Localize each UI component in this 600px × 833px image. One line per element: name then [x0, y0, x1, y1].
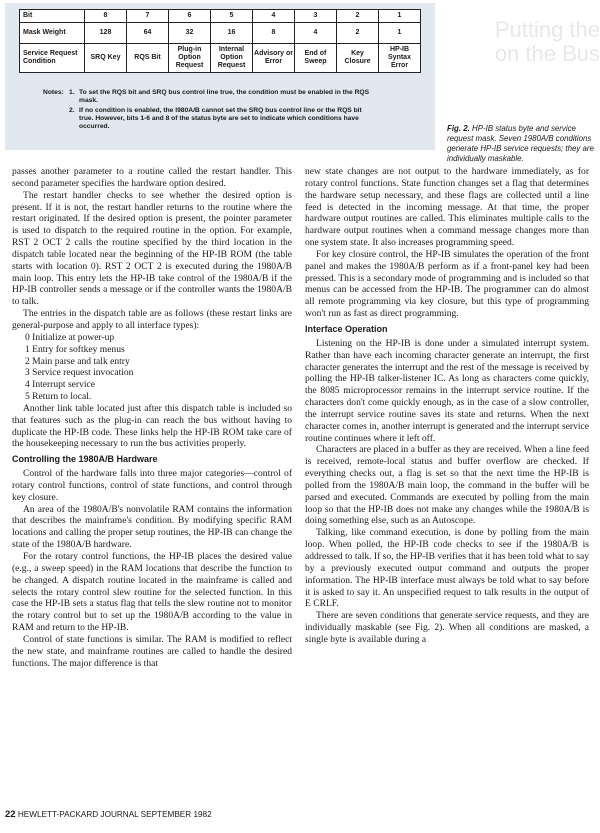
note-item: [43, 107, 373, 131]
paragraph: Control of state functions is similar. The RAM is modified to reflect the new state, and mainframe routines are called to handle the desired functions. The major difference is that: [12, 633, 292, 669]
list-item: 4 Interrupt service: [25, 379, 95, 391]
list-item: 0 Initialize at power-up: [25, 331, 115, 343]
note-number: 2.: [69, 107, 75, 114]
list-item: 5 Return to local.: [25, 391, 92, 403]
paragraph: There are seven conditions that generate service requests, and they are individually maskable (see Fig. 2). When all conditions are masked, a single byte is available during a: [305, 610, 589, 645]
paragraph: An area of the 1980A/B's nonvolatile RAM contains the information that describes the mainframe's condition. By modifying specific RAM locations and calling the proper setup routines, the HP-IB can change the state of the 1980A/B hardware.: [12, 503, 292, 551]
list-item: 1 Entry for softkey menus: [25, 343, 125, 355]
weight-cell: 32: [169, 23, 211, 44]
weight-cell: 2: [337, 23, 379, 44]
bit-cell: 7: [127, 10, 169, 23]
paragraph: For the rotary control functions, the HP-IB places the desired value (e.g., a sweep speed) in the RAM locations that describe the function to be changed. A dispatch routine located in the mainframe is called and selects the rotary control slew routine for the selected function. In this case the HP-IB sets a status flag that tells the slew routine not to monitor the rotary control but to set up the 1980A/B according to the value in RAM and return to the HP-IB.: [12, 551, 292, 634]
page-footer: [5, 809, 212, 820]
paragraph: Control of the hardware falls into three major categories—control of rotary control functions, control of state functions, and control through key closure.: [12, 468, 292, 503]
paragraph: Characters are placed in a buffer as they are received. When a line feed is received, remote-local status and buffer overflow are checked. If everything checks out, a flag is set so that the next time the HP-IB is polled from the 1980A/B main loop, the command in the buffer will be parsed and executed. Commands are executed by polling from the main loop so that the HP-IB does not make any changes while the 1980A/B is doing something else, such as an Autoscope.: [305, 444, 589, 527]
figure-caption: [447, 124, 595, 164]
condition-cell: Internal Option Request: [211, 44, 253, 73]
table-row: [20, 10, 421, 23]
condition-cell: Key Closure: [337, 44, 379, 73]
table-notes: [43, 89, 373, 133]
weight-cell: 1: [379, 23, 421, 44]
paragraph: The entries in the dispatch table are as follows (these restart links are general-purpose and apply to all interface types):: [12, 308, 292, 331]
dispatch-list: [12, 332, 292, 403]
bleed-line-2: on the Bus: [494, 41, 600, 66]
list-item: 2 Main parse and talk entry: [25, 355, 130, 367]
section-heading: Controlling the 1980A/B Hardware: [12, 454, 158, 465]
condition-cell: SRQ Key: [85, 44, 127, 73]
bleed-line-1: Putting the: [494, 18, 600, 42]
section-heading: Interface Operation: [305, 323, 388, 334]
paragraph: For key closure control, the HP-IB simulates the operation of the front panel and makes the 1980A/B perform as if a front-panel key had been pressed. This is a secondary mode of programming and is included so that menus can be accessed from the HP-IB. The programmer can do almost all remote programming via key closure, but this type of programming won't run as fast as direct programming.: [305, 248, 589, 320]
figure-2-box: [5, 3, 435, 150]
weight-cell: 4: [295, 23, 337, 44]
journal-name: HEWLETT-PACKARD JOURNAL SEPTEMBER 1982: [15, 810, 212, 819]
notes-label: Notes:: [43, 89, 64, 96]
bit-cell: 3: [295, 10, 337, 23]
bit-cell: 1: [379, 10, 421, 23]
paragraph: The restart handler checks to see whether the desired option is present. If it is not, the restart handler returns to the routine where the restart originated. If the desired option is present, the pointer parameter is used to dispatch to the required routine in the option. For example, RST 2 OCT 2 calls the routine specified by the third location in the dispatch table located near the beginning of the HP-IB ROM (the table starts with location 0). RST 2 OCT 2 is executed during the 1980A/B main loop. This entry lets the HP-IB take control of the 1980A/B if the HP-IB controller sends a message or if the controller wants the 1980A/B to talk.: [12, 189, 292, 308]
note-text: If no condition is enabled, the I980A/B cannot set the SRQ bus control line or the RQS bit true. However, bits 1-6 and 8 of the status byte are set to indicate which conditions have occurred.: [79, 107, 362, 130]
condition-cell: RQS Bit: [127, 44, 169, 73]
right-column: [305, 166, 589, 646]
paragraph: passes another parameter to a routine called the restart handler. This second parameter specifies the hardware option desired.: [12, 166, 292, 189]
paragraph: new state changes are not output to the hardware immediately, as for rotary control functions. State function changes set a flag that determines the hardware setup necessary, and these flags are collected until a line feed is detected in the incoming message. At that time, the proper hardware output routines are called. This eliminates multiple calls to the hardware output routines when a command message changes more than one system state. It also increases programming speed.: [305, 166, 589, 249]
note-item: [43, 89, 373, 105]
table-row: [20, 23, 421, 44]
caption-text: HP-IB status byte and service request mask. Seven 1980A/B conditions generate HP-IB service requests; they are individually maskable.: [447, 124, 594, 163]
bleed-through-title: [450, 18, 600, 70]
left-column: [12, 166, 292, 669]
condition-cell: End of Sweep: [295, 44, 337, 73]
paragraph: Another link table located just after this dispatch table is included so that features such as the plug-in can reach the bus without having to duplicate the HP-IB code. These links help the HP-IB ROM take care of the housekeeping necessary to run the bus activities properly.: [12, 402, 292, 450]
paragraph: Listening on the HP-IB is done under a simulated interrupt system. Rather than have each incoming character generate an interrupt, the first character generates the interrupt and the rest of the message is received by polling the HP-IB talker-listener IC. As long as characters come quickly, the 8085 microprocessor remains in the interrupt service routine. If the characters don't come quickly enough, as in the case of a slow controller, the interrupt service routine saves its state and returns. When the next character comes in, another interrupt is generated and the interrupt service routine continues where it left off.: [305, 337, 589, 444]
caption-label: Fig. 2.: [447, 124, 470, 133]
weight-cell: 16: [211, 23, 253, 44]
weight-cell: 8: [253, 23, 295, 44]
condition-cell: Plug-in Option Request: [169, 44, 211, 73]
page-number: 22: [5, 809, 16, 820]
weight-cell: 64: [127, 23, 169, 44]
row-header-mask-weight: Mask Weight: [20, 23, 85, 44]
bit-cell: 2: [337, 10, 379, 23]
weight-cell: 128: [85, 23, 127, 44]
note-number: 1.: [69, 89, 75, 96]
table-row: [20, 44, 421, 73]
status-byte-table: [19, 9, 421, 73]
list-item: 3 Service request invocation: [25, 367, 134, 379]
bit-cell: 8: [85, 10, 127, 23]
paragraph: Talking, like command execution, is done by polling from the main loop. When polled, the HP-IB code checks to see if the 1980A/B is addressed to talk. If so, the HP-IB verifies that it has been told what to say by a previously executed output command and outputs the proper information. The HP-IB interface must always be told what to say before it is asked to say it. An unspecified request to talk results in the output of E CRLF.: [305, 527, 589, 610]
bit-cell: 4: [253, 10, 295, 23]
condition-cell: HP-IB Syntax Error: [379, 44, 421, 73]
condition-cell: Advisory or Error: [253, 44, 295, 73]
bit-cell: 6: [169, 10, 211, 23]
row-header-bit: Bit: [20, 10, 85, 23]
row-header-condition: Service Request Condition: [20, 44, 85, 73]
note-text: To set the RQS bit and SRQ bus control line true, the condition must be enabled in the RQS mask.: [79, 89, 370, 104]
bit-cell: 5: [211, 10, 253, 23]
